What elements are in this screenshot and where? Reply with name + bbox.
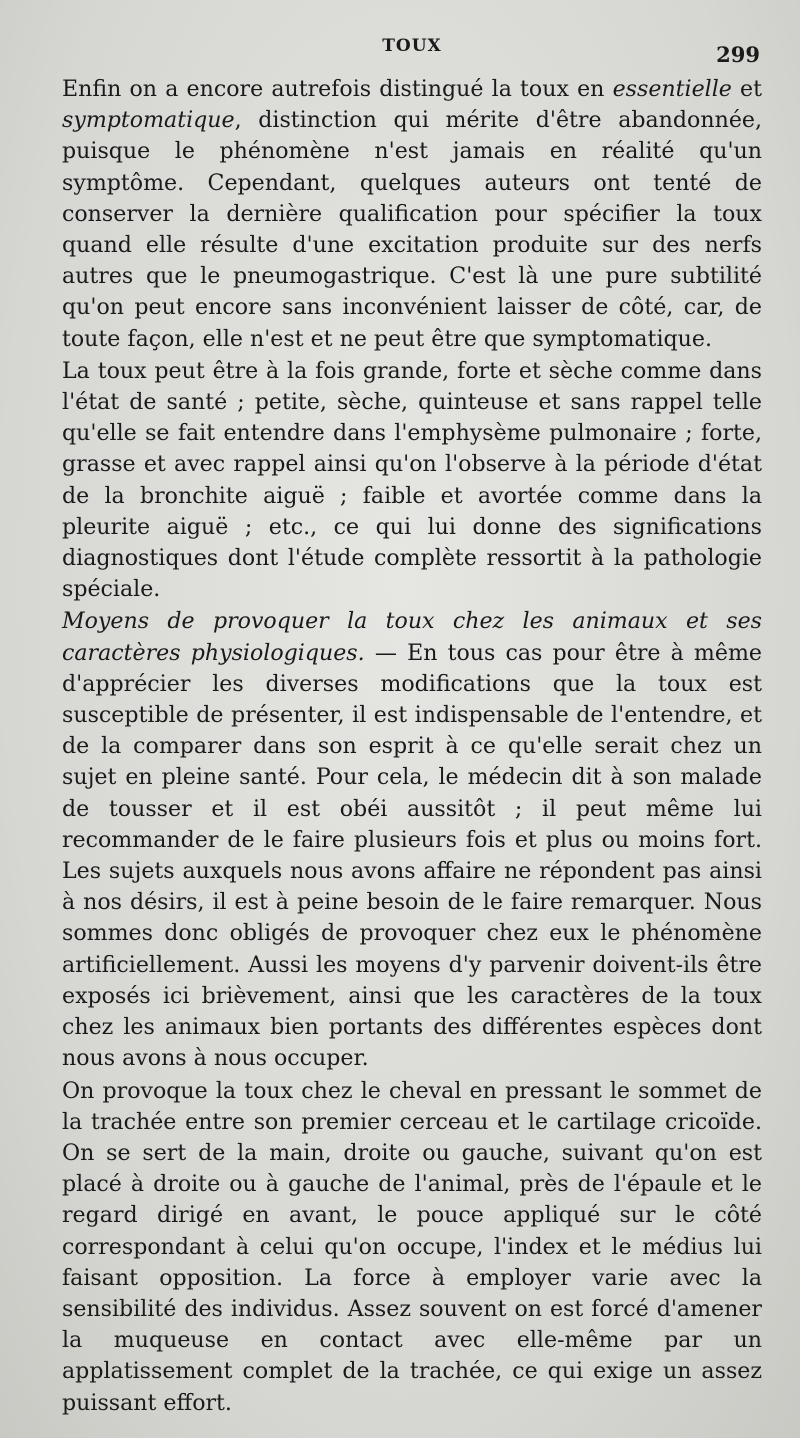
paragraph-1-text-2: et [731,76,762,102]
paragraph-1-text-1: Enfin on a encore autrefois distingué la toux en [62,76,613,102]
paragraph-3 [62,606,762,1074]
paragraph-1-text-3: , distinction qui mérite d'être abandonnée, puisque le phénomène n'est jamais en réalité qu'un symptôme. Cependant, quelques auteurs ont tenté de conserver la dernière qualification pour spécifier la toux quand elle résulte d'une excitation produite sur des nerfs autres que le pneumogastrique. C'est là une pure subtilité qu'on peut encore sans inconvénient laisser de côté, car, de toute façon, elle n'est et ne peut être que symptomatique. [62,107,762,352]
paragraph-4-text: On provoque la toux chez le cheval en pressant le sommet de la trachée entre son premier cerceau et le cartilage cricoïde. On se sert de la main, droite ou gauche, suivant qu'on est placé à droite ou à gauche de l'animal, près de l'épaule et le regard dirigé en avant, le pouce appliqué sur le côté correspondant à celui qu'on occupe, l'index et le médius lui faisant opposition. La force à employer varie avec la sensibilité des individus. Assez souvent on est forcé d'amener la muqueuse en contact avec elle-même par un applatissement complet de la trachée, ce qui exige un assez puissant effort. [62,1077,762,1416]
page-number: 299 [716,42,760,67]
section-lead-heading: Moyens de provoquer la toux chez les animaux et ses caractères physiologiques. [62,608,762,666]
paragraph-4 [62,1076,762,1419]
paragraph-2 [62,356,762,606]
running-head-title: TOUX [382,36,442,56]
running-head [62,28,762,74]
term-essentielle: essentielle [612,76,732,102]
paragraph-3-text: — En tous cas pour être à même d'apprécier les diverses modifications que la toux est susceptible de présenter, il est indispensable de l'entendre, et de la comparer dans son esprit à ce qu'elle serait chez un sujet en pleine santé. Pour cela, le médecin dit à son malade de tousser et il est obéi aussitôt ; il peut même lui recommander de le faire plusieurs fois et plus ou moins fort. Les sujets auxquels nous avons affaire ne répondent pas ainsi à nos désirs, il est à peine besoin de le faire remarquer. Nous sommes donc obligés de provoquer chez eux le phénomène artificiellement. Aussi les moyens d'y parvenir doivent-ils être exposés ici brièvement, ainsi que les caractères de la toux chez les animaux bien portants des différentes espèces dont nous avons à nous occuper. [62,639,762,1072]
term-symptomatique: symptomatique [62,107,235,134]
body-text [62,74,762,1419]
paragraph-2-text: La toux peut être à la fois grande, forte et sèche comme dans l'état de santé ; petite, sèche, quinteuse et sans rappel telle qu'elle se fait entendre dans l'emphysème pulmonaire ; forte, grasse et avec rappel ainsi qu'on l'observe à la période d'état de la bronchite aiguë ; faible et avortée comme dans la pleurite aiguë ; etc., ce qui lui donne des significations diagnostiques dont l'étude complète ressortit à la pathologie spéciale. [62,357,762,603]
paragraph-1 [62,74,762,355]
